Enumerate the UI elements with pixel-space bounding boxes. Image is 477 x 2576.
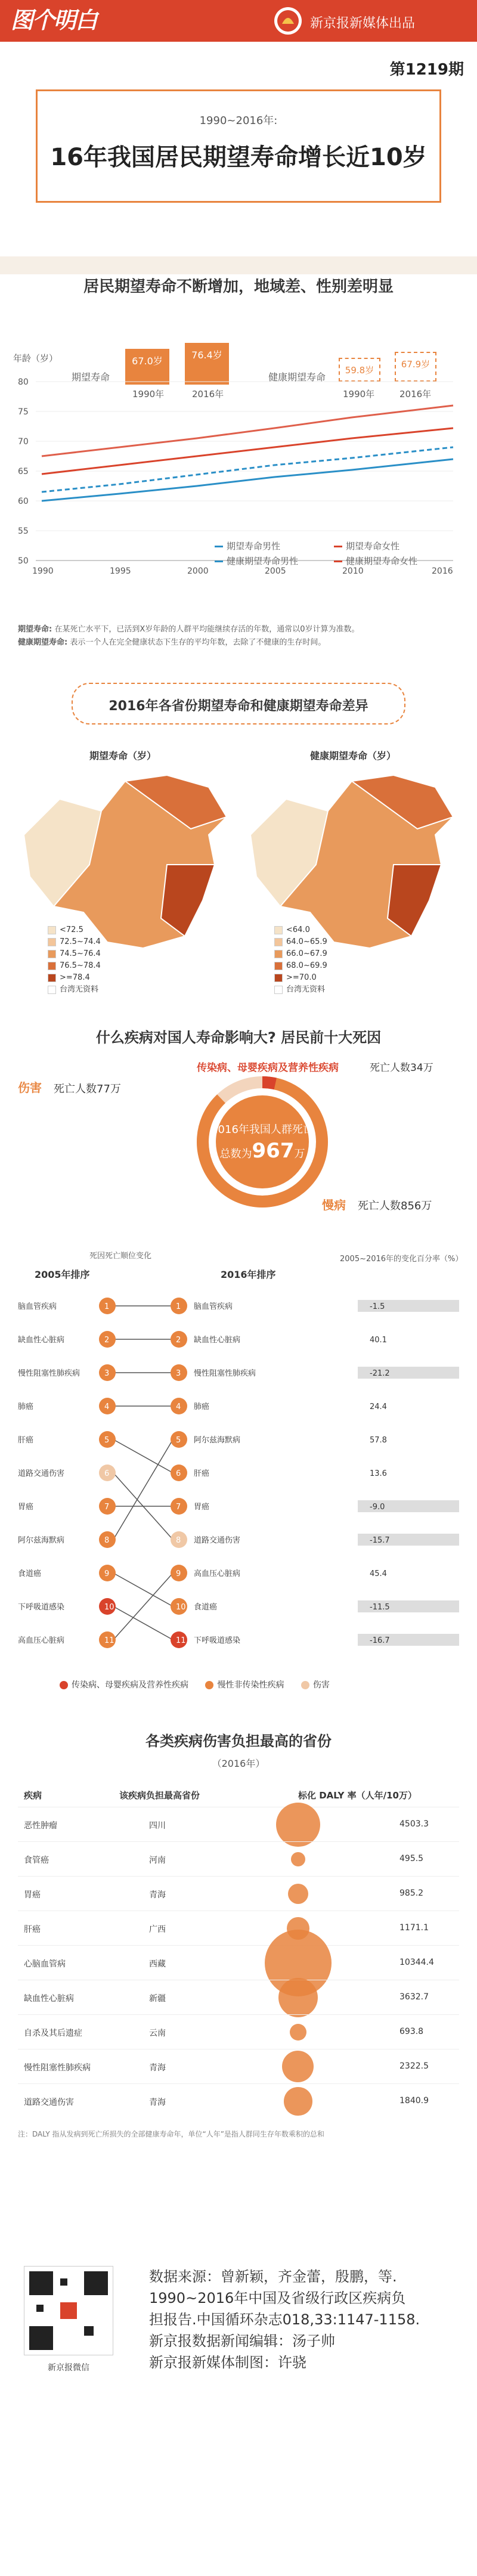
y-tick: 70 [18,437,29,447]
rank-2016-label: 脑血管疾病 [194,1302,233,1311]
issue-number: 第1219期 [389,61,464,79]
pct-value: 57.8 [370,1436,387,1445]
rank-2016-num: 5 [176,1436,181,1445]
rank-2005-num: 9 [104,1569,110,1578]
definitions [18,623,459,649]
daly-disease: 缺血性心脏病 [24,1994,74,2004]
daly-disease: 肝癌 [24,1925,41,1934]
x-tick: 2010 [342,566,364,576]
map-legend-item: >=70.0 [274,972,327,984]
y-tick: 75 [18,407,29,417]
head-2005: 2005年排序 [35,1269,90,1280]
daly-disease: 食管癌 [24,1856,49,1865]
y-tick: 50 [18,556,29,566]
le-1990-year: 1990年 [132,389,165,400]
rank-2016-label: 高血压心脏病 [194,1569,241,1578]
table-row [18,1876,459,1911]
rank-2016-label: 阿尔兹海默病 [194,1436,241,1445]
y-tick: 55 [18,527,29,536]
legend-le-male: 期望寿命男性 [215,540,280,552]
communicable-label: 传染病、母婴疾病及营养性疾病 [197,1062,339,1074]
rank-2005-num: 3 [104,1369,110,1378]
series-hle-female [42,447,453,492]
rank-change-head: 死因死亡顺位变化 [89,1252,152,1261]
daly-province: 青海 [149,2098,166,2107]
x-tick: 1995 [110,566,131,576]
rank-2005-label: 阿尔兹海默病 [18,1536,65,1545]
col-disease: 疾病 [24,1790,42,1801]
section1-title: 居民期望寿命不断增加，地域差、性别差明显 [83,278,394,296]
rank-2005-num: 5 [104,1436,110,1445]
pct-value: -21.2 [370,1369,390,1378]
rank-link [113,1573,173,1640]
hle-2016-box: 67.9岁 [395,352,436,382]
section5-year: （2016年） [212,1758,265,1769]
table-row [18,1911,459,1945]
le-1990-box: 67.0岁 [125,349,169,385]
map-legend-item: 76.5~78.4 [48,960,101,972]
rank-2016-label: 道路交通伤害 [194,1536,241,1545]
map-life-expectancy [12,763,238,960]
daly-disease: 心脑血管病 [24,1959,66,1969]
map-legend-item: 台湾无资料 [48,984,101,996]
rank-2005-num: 1 [104,1302,110,1311]
rank-2016-num: 3 [176,1369,181,1378]
rank-2016-num: 9 [176,1569,181,1578]
rank-2005-label: 脑血管疾病 [18,1302,57,1311]
map-legend-item: 74.5~76.4 [48,948,101,960]
qr-label: 新京报微信 [48,2363,89,2373]
daly-value: 1171.1 [399,1923,429,1933]
rank-2005-num: 6 [104,1469,110,1478]
rank-2005-label: 道路交通伤害 [18,1469,65,1478]
daly-table [18,1807,459,2118]
daly-bubble [290,2024,307,2041]
rank-chart [0,1294,477,1670]
rank-2005-label: 下呼吸道感染 [18,1603,65,1612]
pct-value: 40.1 [370,1336,387,1345]
x-tick: 2000 [187,566,209,576]
daly-value: 4503.3 [399,1819,429,1829]
daly-disease: 慢性阻塞性肺疾病 [24,2063,91,2073]
y-unit: 年龄（岁） [13,353,58,364]
rank-2005-num: 4 [104,1402,110,1411]
daly-value: 2322.5 [399,2061,429,2071]
brand-icon [274,7,302,35]
rank-2005-num: 2 [104,1336,110,1345]
rank-2005-label: 胃癌 [18,1503,34,1512]
map-legend-item: >=78.4 [48,972,101,984]
daly-province: 云南 [149,2029,166,2038]
logo-text: 图个明白 [11,7,97,33]
section2-title: 2016年各省份期望寿命和健康期望寿命差异 [109,699,368,714]
rank-legend: 传染病、母婴疾病及营养性疾病 慢性非传染性疾病 伤害 [60,1679,330,1690]
le-label: 期望寿命 [72,371,110,383]
map-legend-item: 66.0~67.9 [274,948,327,960]
pct-value: 13.6 [370,1469,387,1478]
section1-band [0,256,477,274]
section3-title: 什么疾病对国人寿命影响大? 居民前十大死因 [95,1029,382,1046]
rank-2005-label: 缺血性心脏病 [18,1336,65,1345]
pct-value: 24.4 [370,1402,387,1411]
pct-value: 45.4 [370,1569,387,1578]
ncd-value: 死亡人数856万 [358,1200,432,1212]
rank-2005-label: 食道癌 [18,1569,42,1578]
daly-province: 广西 [149,1925,166,1934]
table-row [18,1807,459,1841]
daly-value: 1840.9 [399,2096,429,2106]
x-tick: 2016 [432,566,453,576]
daly-province: 西藏 [149,1959,166,1969]
table-row [18,2014,459,2049]
footer-credits [149,2266,420,2373]
source-line2: 1990~2016年中国及省级行政区疾病负 [149,2290,406,2306]
map1-title: 期望寿命（岁） [89,750,157,761]
designer-line: 新京报新媒体制图：许骁 [149,2354,306,2371]
rank-2005-label: 肝癌 [18,1436,34,1445]
x-tick: 1990 [32,566,54,576]
map2-title: 健康期望寿命（岁） [310,750,397,761]
daly-value: 3632.7 [399,1992,429,2002]
def1-key: 期望寿命: [18,625,52,634]
map-legend-item: 68.0~69.9 [274,960,327,972]
map-legend-item: 72.5~74.4 [48,936,101,948]
donut-center-line1: 2016年我国人群死亡 [211,1123,314,1136]
series-hle-male [42,459,453,501]
rank-2016-num: 2 [176,1336,181,1345]
qr-code[interactable] [24,2266,113,2355]
brand-text: 新京报新媒体出品 [310,16,416,31]
injury-label: 伤害 [18,1080,42,1095]
daly-disease: 胃癌 [24,1890,41,1900]
rank-2016-num: 4 [176,1402,181,1411]
rank-2005-num: 8 [104,1536,110,1545]
col-daly: 标化 DALY 率（人年/10万） [298,1790,417,1801]
rank-2016-label: 肺癌 [194,1402,210,1411]
daly-bubble [282,2051,314,2082]
daly-bubble [284,2087,312,2115]
rank-2016-num: 8 [176,1536,181,1545]
daly-bubble [288,1884,309,1905]
rank-link [113,1439,173,1540]
daly-bubble [291,1852,305,1866]
hle-2016-year: 2016年 [399,389,432,400]
rank-2005-label: 慢性阻塞性肺疾病 [18,1369,80,1378]
rank-2016-num: 11 [176,1636,186,1645]
head-2016: 2016年排序 [221,1269,276,1280]
daly-value: 693.8 [399,2027,424,2036]
rank-2016-num: 6 [176,1469,181,1478]
series-le-male [42,428,453,474]
table-row [18,1980,459,2014]
def2-key: 健康期望寿命: [18,638,68,647]
title-sub: 1990~2016年: [199,114,278,127]
daly-province: 河南 [149,1856,166,1865]
ncd-label: 慢病 [322,1198,346,1212]
def2-val: 表示一个人在完全健康状态下生存的平均年数，去除了不健康的生存时间。 [70,638,326,647]
daly-disease: 恶性肿瘤 [24,1821,57,1831]
table-row [18,2083,459,2118]
table-row [18,1841,459,1876]
head-pct: 2005~2016年的变化百分率（%） [340,1255,463,1264]
page-title: 16年我国居民期望寿命增长近10岁 [50,144,427,171]
rank-link [113,1573,173,1606]
map1-legend [48,924,101,996]
le-2016-year: 2016年 [192,389,224,400]
daly-disease: 自杀及其后遗症 [24,2029,82,2038]
rank-2016-label: 缺血性心脏病 [194,1336,241,1345]
y-tick: 60 [18,497,29,506]
x-tick: 2005 [265,566,286,576]
source-line3: 担报告.中国循环杂志018,33:1147-1158. [149,2311,420,2328]
map2-legend [274,924,327,996]
table-row [18,2049,459,2083]
life-expectancy-chart [0,358,477,614]
daly-disease: 道路交通伤害 [24,2098,74,2107]
injury-value: 死亡人数77万 [54,1083,121,1095]
daly-bubble [278,1978,318,2017]
series-le-female [42,405,453,456]
communicable-value: 死亡人数34万 [370,1062,433,1074]
pct-value: -15.7 [370,1536,390,1545]
daly-province: 青海 [149,2063,166,2073]
daly-province: 新疆 [149,1994,166,2004]
col-province: 该疾病负担最高省份 [119,1790,200,1801]
daly-bubble [276,1803,320,1847]
map-legend-item: <64.0 [274,924,327,936]
daly-province: 青海 [149,1890,166,1900]
rank-2016-label: 慢性阻塞性肺疾病 [194,1369,256,1378]
daly-value: 985.2 [399,1888,424,1898]
y-tick: 80 [18,377,29,387]
rank-2005-num: 10 [104,1603,114,1612]
pct-value: -11.5 [370,1603,390,1612]
daly-province: 四川 [149,1821,166,1831]
rank-2005-label: 高血压心脏病 [18,1636,65,1645]
daly-note: 注：DALY 指从发病到死亡所损失的全部健康寿命年，单位“人年”是指人群同生存年数乘积的总和 [18,2130,324,2138]
hle-label: 健康期望寿命 [268,371,326,383]
rank-2005-num: 7 [104,1503,110,1512]
legend-hle-female: 健康期望寿命女性 [334,555,417,567]
source-line1: 数据来源：曾新颖，齐金蕾，殷鹏，等. [149,2268,397,2285]
donut-center-line2: 总数为967万 [219,1139,305,1163]
rank-2016-label: 下呼吸道感染 [194,1636,241,1645]
rank-2005-num: 11 [104,1636,114,1645]
rank-2016-num: 1 [176,1302,181,1311]
hle-1990-box: 59.8岁 [339,358,380,382]
rank-2016-label: 胃癌 [194,1503,210,1512]
map-healthy-life-expectancy [238,763,465,960]
hle-1990-year: 1990年 [343,389,375,400]
y-tick: 65 [18,467,29,476]
map-legend-item: 64.0~65.9 [274,936,327,948]
rank-2005-label: 肺癌 [18,1402,34,1411]
legend-le-female: 期望寿命女性 [334,540,399,552]
map-legend-item: <72.5 [48,924,101,936]
daly-value: 10344.4 [399,1958,434,1967]
rank-2016-label: 肝癌 [194,1469,210,1478]
daly-value: 495.5 [399,1854,424,1863]
section5-title: 各类疾病伤害负担最高的省份 [145,1733,332,1750]
pct-value: -16.7 [370,1636,390,1645]
le-2016-box: 76.4岁 [185,343,229,385]
rank-2016-num: 10 [176,1603,186,1612]
rank-link [113,1439,173,1473]
rank-2016-num: 7 [176,1503,181,1512]
legend-hle-male: 健康期望寿命男性 [215,555,298,567]
table-row [18,1945,459,1980]
pct-value: -9.0 [370,1503,385,1512]
rank-2016-label: 食道癌 [194,1603,218,1612]
rank-link [113,1606,173,1640]
map-legend-item: 台湾无资料 [274,984,327,996]
pct-value: -1.5 [370,1302,385,1311]
editor-line: 新京报数据新闻编辑：汤子帅 [149,2333,335,2349]
def1-val: 在某死亡水平下，已活到X岁年龄的人群平均能继续存活的年数，通常以0岁计算为准数。 [54,625,360,634]
